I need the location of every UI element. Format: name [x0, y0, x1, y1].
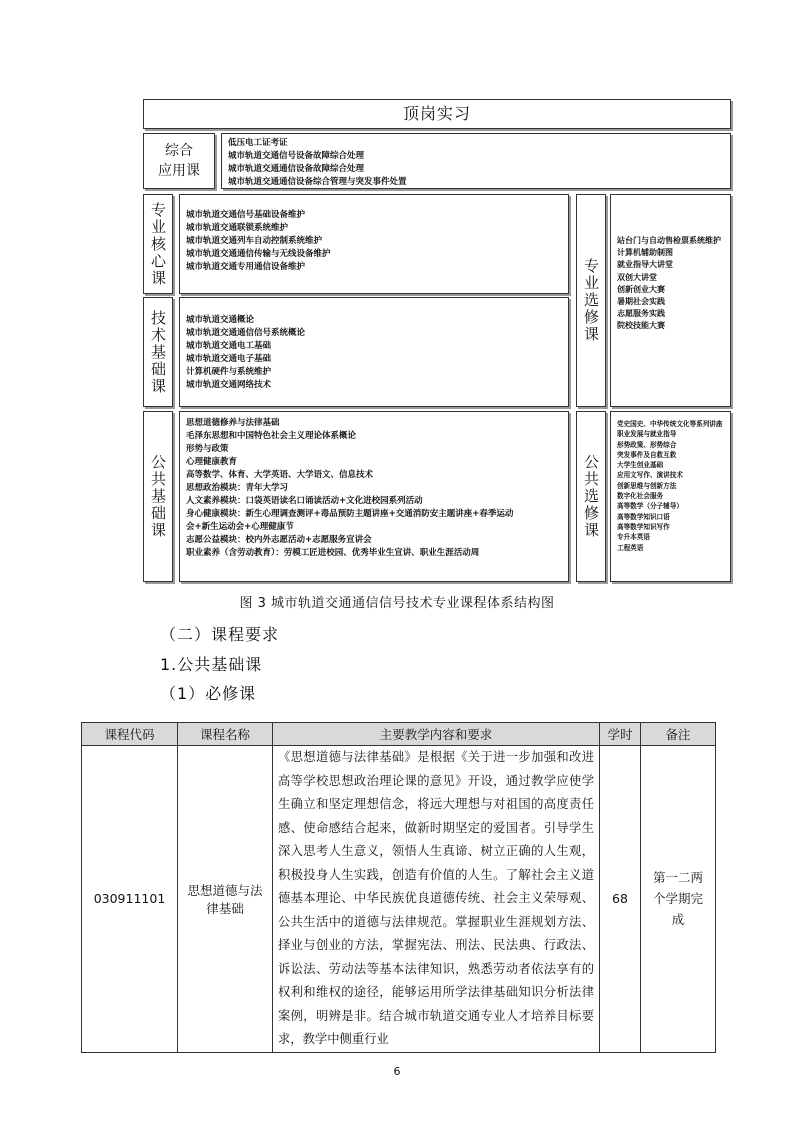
public-elective-content: [610, 411, 731, 582]
core-label: 专业核心课: [149, 201, 167, 287]
internship-bar: [143, 99, 731, 129]
course-list-item: 城市轨道交通通信设备故障综合处理: [228, 164, 365, 174]
curriculum-structure-diagram: [140, 96, 734, 584]
course-list-item: 城市轨道交通通信设备综合管理与突发事件处置: [228, 177, 407, 187]
figure-caption: 图 3 城市轨道交通通信信号技术专业课程体系结构图: [239, 596, 555, 611]
course-content-cell: 《思想道德与法律基础》是根据《关于进一步加强和改进高等学校思想政治理论课的意见》开设，通过教学应使学生确立和坚定理想信念，将远大理想与对祖国的高度责任感、使命感结合起来，做新时期坚定的爱国者。引导学生深入思考人生意义，领悟人生真谛、树立正确的人生观，积极投身人生实践，创造有价值的人生。了解社会主义道德基本理论、中华民族优良道德传统、社会主义荣辱观、公共生活中的道德与法律规范。掌握职业生涯规划方法、择业与创业的方法，掌握宪法、刑法、民法典、行政法、诉讼法、劳动法等基本法律知识，熟悉劳动者依法享有的权利和维权的途径，能够运用所学法律基础知识分析法律案例，明辨是非。结合城市轨道交通专业人才培养目标要求，教学中侧重行业: [273, 746, 600, 1053]
column-header-content: 主要教学内容和要求: [273, 723, 600, 746]
course-list-item: 形势与政策: [186, 444, 229, 454]
page-number: 6: [393, 1065, 401, 1078]
tech-basic-label-box: [143, 297, 173, 407]
comprehensive-label: 综合 应用课: [158, 143, 200, 179]
course-list-item: 城市轨道交通信号基础设备维护: [186, 210, 306, 220]
public-basic-label-box: [143, 411, 173, 582]
course-list-item: 志愿服务实践: [617, 309, 665, 319]
course-hours-cell: 68: [600, 746, 641, 1053]
professional-elective-label: 专业选修课: [582, 258, 600, 343]
course-list-item: 创新思维与创新方法: [617, 481, 677, 490]
course-list-item: 城市轨道交通概论: [186, 315, 255, 325]
course-list-item: 高等数学、体育、大学英语、大学语文、信息技术: [186, 470, 374, 480]
public-elective-label-box: [576, 411, 606, 582]
course-list-item: 数字化社会服务: [617, 492, 664, 501]
course-list-item: 计算机硬件与系统维护: [186, 367, 272, 377]
course-list-item: 暑期社会实践: [617, 297, 665, 307]
course-list-item: 就业指导大讲堂: [617, 260, 673, 270]
course-list-item: 专升本英语: [617, 533, 650, 542]
column-header-code: 课程代码: [82, 723, 178, 746]
course-list-item: 心理健康教育: [186, 457, 238, 467]
course-name-cell: 思想道德与法律基础: [178, 746, 273, 1053]
course-list-item: 双创大讲堂: [617, 272, 657, 282]
course-list-item: 创新创业大赛: [617, 284, 665, 294]
course-list-item: 城市轨道交通网络技术: [186, 380, 272, 390]
course-list-item: 城市轨道交通信号设备故障综合处理: [228, 151, 365, 161]
course-list-item: 应用文写作、演讲技术: [617, 471, 683, 480]
course-list-item: 身心健康模块：新生心理调查测评+毒品预防主题讲座+交通消防安主题讲座+春季运动: [186, 509, 514, 519]
course-list-item: 大学生创业基础: [617, 461, 664, 470]
course-list-item: 高等数学（分子辅导）: [617, 502, 683, 511]
course-list-item: 城市轨道交通通信传输与无线设备维护: [186, 249, 331, 259]
table-header-row: [82, 723, 716, 746]
course-list-item: 志愿公益模块：校内外志愿活动+志愿服务宣讲会: [186, 535, 372, 545]
course-list-item: 高等数学知识写作: [617, 522, 670, 531]
course-list-item: 城市轨道交通列车自动控制系统维护: [186, 236, 323, 246]
course-list-item: 城市轨道交通专用通信设备维护: [186, 262, 306, 272]
course-list-item: 职业素养（含劳动教育）：劳模工匠进校园、优秀毕业生宣讲、职业生涯活动周: [186, 548, 480, 558]
course-list-item: 职业发展与就业指导: [617, 430, 677, 439]
tech-basic-label: 技术基础课: [149, 309, 167, 395]
column-header-remark: 备注: [641, 723, 716, 746]
course-list-item: 思想道德修养与法律基础: [186, 418, 280, 428]
professional-elective-label-box: [576, 194, 606, 407]
course-list-item: 会+新生运动会+心理健康节: [186, 522, 294, 532]
course-list-item: 思想政治模块：青年大学习: [186, 483, 289, 493]
course-remark-cell: 第一二两个学期完成: [641, 746, 716, 1053]
public-basic-label: 公共基础课: [149, 454, 167, 539]
course-list-item: 形势政策、形势综合: [617, 440, 677, 449]
table-row: [82, 746, 716, 1053]
course-list-item: 高等数学知识口语: [617, 512, 670, 521]
subsection-heading: 1.公共基础课: [160, 655, 263, 674]
course-list-item: 人文素养模块：口袋英语读名口诵读活动+文化进校园系列活动: [186, 496, 423, 506]
course-list-item: 院校技能大赛: [617, 321, 665, 331]
course-list-item: 城市轨道交通通信信号系统概论: [186, 328, 306, 338]
internship-title: 顶岗实习: [402, 104, 471, 123]
course-list-item: 党史国史、中华传统文化等系列讲座: [617, 420, 723, 428]
course-list-item: 城市轨道交通电工基础: [186, 341, 272, 351]
course-list-item: 计算机辅助制图: [617, 248, 673, 258]
core-content: [179, 194, 569, 294]
professional-elective-content: [610, 194, 731, 407]
public-elective-label: 公共选修课: [582, 454, 600, 539]
course-list-item: 毛泽东思想和中国特色社会主义理论体系概论: [186, 431, 357, 441]
column-header-hours: 学时: [600, 723, 641, 746]
course-list-item: 低压电工证考证: [228, 138, 288, 148]
core-label-box: [143, 194, 173, 294]
course-list-item: 城市轨道交通联锁系统维护: [186, 223, 289, 233]
subsubsection-heading: （1）必修课: [160, 684, 257, 703]
section-heading: （二）课程要求: [160, 625, 280, 644]
comprehensive-content: [221, 133, 731, 189]
tech-basic-content: [179, 297, 569, 407]
public-basic-content: [179, 411, 569, 582]
column-header-name: 课程名称: [178, 723, 273, 746]
course-code-cell: 030911101: [82, 746, 178, 1053]
course-table: [81, 722, 716, 1053]
course-list-item: 工程英语: [617, 543, 644, 552]
course-list-item: 突发事件及自救互救: [617, 450, 677, 459]
course-list-item: 站台门与自动售检票系统维护: [617, 236, 721, 245]
course-list-item: 城市轨道交通电子基础: [186, 354, 272, 364]
comprehensive-label-box: [143, 133, 215, 189]
